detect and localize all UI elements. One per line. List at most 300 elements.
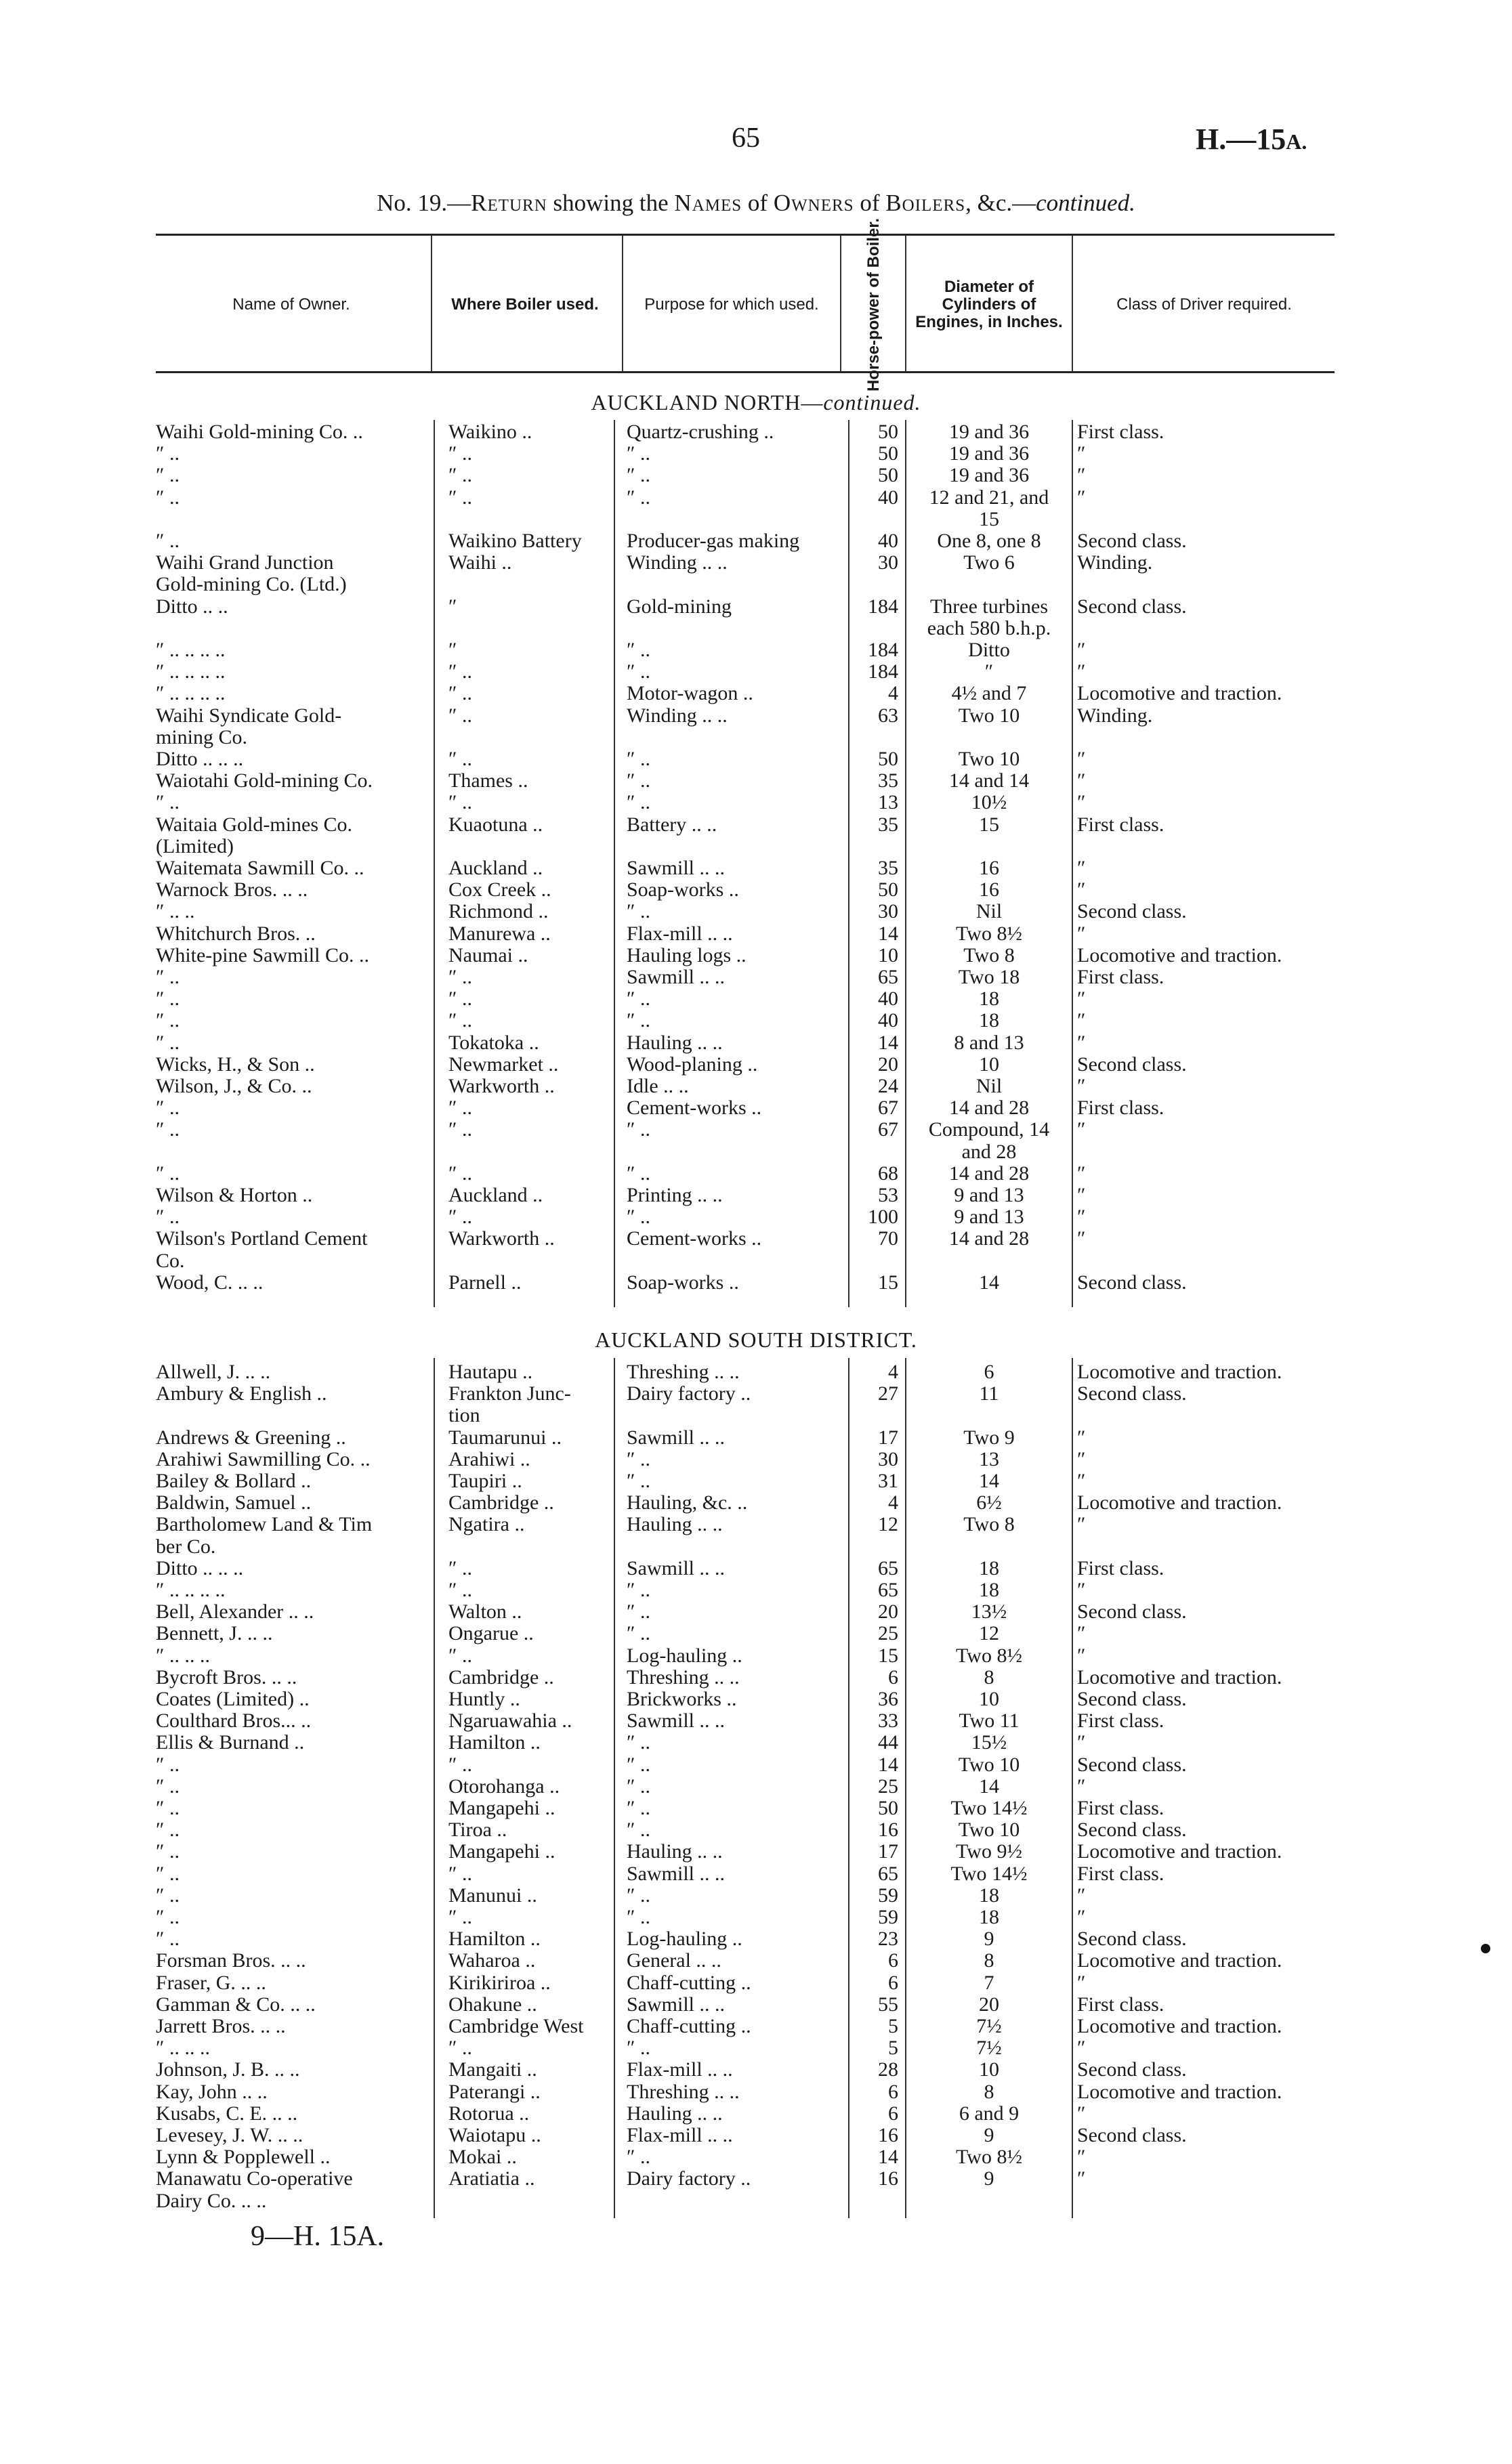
cell-horse-power: 67 [878, 1097, 898, 1119]
cell-driver-class: ″ [1077, 769, 1086, 792]
cell-purpose: Dairy factory .. [627, 1382, 751, 1405]
cell-horse-power: 4 [888, 1491, 898, 1514]
cell-owner-name: Gamman & Co. .. .. [156, 1993, 316, 2016]
cell-horse-power: 68 [878, 1162, 898, 1185]
cell-owner-name: ″ .. [156, 1906, 180, 1928]
cell-where-used: Ngaruawahia .. [448, 1709, 572, 1732]
cell-horse-power: 4 [888, 682, 898, 704]
cell-horse-power: 12 [878, 1513, 898, 1535]
cell-where-used: Cambridge West [448, 2015, 584, 2037]
cell-cylinder-diameter: Nil [975, 900, 1003, 922]
cell-purpose: Log-hauling .. [627, 1644, 742, 1667]
cell-horse-power: 50 [878, 1797, 898, 1819]
document-reference [1196, 122, 1307, 156]
cell-owner-name: ″ .. [156, 1797, 180, 1819]
cell-purpose: ″ .. [627, 1906, 650, 1928]
cell-cylinder-diameter: Two 10 [958, 1819, 1020, 1841]
cell-owner-name: ″ .. [156, 1097, 180, 1119]
cell-cylinder-diameter: 15 [979, 813, 999, 836]
cell-owner-name: ″ .. [156, 966, 180, 988]
cell-owner-name: Forsman Bros. .. .. [156, 1949, 306, 1972]
doc-ref-suffix: A. [1286, 129, 1307, 154]
cell-owner-name: ″ .. [156, 464, 180, 486]
cell-horse-power: 40 [878, 1009, 898, 1032]
cell-cylinder-diameter: 9 [984, 1928, 994, 1950]
cell-cylinder-diameter: Two 10 [958, 704, 1020, 727]
cell-cylinder-diameter: 4½ and 7 [951, 682, 1027, 704]
cell-purpose: Sawmill .. .. [627, 1557, 726, 1579]
cell-horse-power: 50 [878, 464, 898, 486]
cell-driver-class: ″ [1077, 1906, 1086, 1928]
cell-owner-name: ″ .. .. .. [156, 2037, 210, 2059]
cell-driver-class: ″ [1077, 1162, 1086, 1185]
cell-horse-power: 53 [878, 1184, 898, 1206]
cell-cylinder-diameter: ″ [984, 660, 994, 683]
cell-driver-class: ″ [1077, 2167, 1086, 2190]
table-row [156, 1885, 1335, 1907]
cell-where-used: ″ .. [448, 464, 472, 486]
cell-horse-power: 31 [878, 1470, 898, 1492]
cell-purpose: ″ .. [627, 1470, 650, 1492]
cell-horse-power: 14 [878, 2146, 898, 2168]
cell-purpose: Sawmill .. .. [627, 1426, 726, 1449]
cell-horse-power: 67 [878, 1118, 898, 1141]
cell-owner-name: Waiotahi Gold-mining Co. [156, 769, 373, 792]
table-row [156, 1250, 1335, 1272]
cell-purpose: ″ .. [627, 1118, 650, 1141]
cell-where-used: ″ .. [448, 1118, 472, 1141]
cell-where-used: ″ .. [448, 1906, 472, 1928]
cell-owner-name: ″ .. .. .. .. [156, 682, 226, 704]
table-row [156, 1185, 1335, 1206]
cell-cylinder-diameter: 7½ [976, 2037, 1002, 2059]
cell-cylinder-diameter: Two 9½ [956, 1840, 1022, 1863]
cell-where-used: ″ .. [448, 987, 472, 1010]
cell-driver-class: Second class. [1077, 1053, 1187, 1076]
cell-horse-power: 25 [878, 1775, 898, 1798]
cell-horse-power: 6 [888, 2102, 898, 2125]
table-row [156, 2016, 1335, 2037]
cell-owner-name: Gold-mining Co. (Ltd.) [156, 573, 347, 595]
cell-cylinder-diameter: 9 [984, 2124, 994, 2146]
cell-purpose: Sawmill .. .. [627, 857, 726, 879]
table-row [156, 2125, 1335, 2146]
cell-driver-class: Locomotive and traction. [1077, 944, 1282, 967]
table-row [156, 1228, 1335, 1250]
cell-driver-class: ″ [1077, 1513, 1086, 1535]
cell-purpose: ″ .. [627, 1731, 650, 1754]
cell-owner-name: Warnock Bros. .. .. [156, 878, 308, 901]
cell-where-used: Naumai .. [448, 944, 528, 967]
cell-driver-class: ″ [1077, 1448, 1086, 1470]
cell-horse-power: 50 [878, 748, 898, 770]
cell-horse-power: 184 [868, 639, 898, 661]
cell-cylinder-diameter: 6½ [976, 1491, 1002, 1514]
cell-where-used: Waikino .. [448, 421, 532, 443]
cell-purpose: Hauling .. .. [627, 2102, 723, 2125]
cell-where-used: Richmond .. [448, 900, 549, 922]
cell-where-used: ″ .. [448, 748, 472, 770]
cell-owner-name: Levesey, J. W. .. .. [156, 2124, 303, 2146]
cell-cylinder-diameter: 8 and 13 [954, 1032, 1024, 1054]
cell-owner-name: Arahiwi Sawmilling Co. .. [156, 1448, 371, 1470]
table-row [156, 1776, 1335, 1798]
cell-owner-name: Wood, C. .. .. [156, 1271, 264, 1294]
cell-driver-class: ″ [1077, 660, 1086, 683]
cell-owner-name: Kusabs, C. E. .. .. [156, 2102, 298, 2125]
cell-purpose: Log-hauling .. [627, 1928, 742, 1950]
cell-cylinder-diameter: Two 14½ [950, 1797, 1028, 1819]
cell-purpose: ″ .. [627, 1797, 650, 1819]
cell-horse-power: 6 [888, 1949, 898, 1972]
cell-where-used: Taumarunui .. [448, 1426, 562, 1449]
cell-purpose: Gold-mining [627, 595, 732, 618]
table-row [156, 1819, 1335, 1841]
cell-cylinder-diameter: Two 8 [963, 1513, 1015, 1535]
header-horse-power [843, 217, 904, 392]
table-row [156, 1754, 1335, 1776]
cell-cylinder-diameter: Two 18 [958, 966, 1020, 988]
cell-horse-power: 14 [878, 922, 898, 945]
cell-cylinder-diameter: 11 [979, 1382, 999, 1405]
cell-cylinder-diameter: 18 [979, 1579, 999, 1601]
cell-where-used: ″ .. [448, 682, 472, 704]
cell-driver-class: ″ [1077, 791, 1086, 813]
table-row [156, 1405, 1335, 1426]
table-row [156, 1601, 1335, 1623]
cell-driver-class: ″ [1077, 1426, 1086, 1449]
cell-where-used: Kirikiriroa .. [448, 1972, 551, 1994]
table-row [156, 1097, 1335, 1119]
cell-cylinder-diameter: 18 [979, 1009, 999, 1032]
cell-horse-power: 15 [878, 1644, 898, 1667]
cell-cylinder-diameter: 12 [979, 1622, 999, 1644]
title-owners: Owners [773, 190, 854, 216]
cell-owner-name: Dairy Co. .. .. [156, 2190, 267, 2212]
cell-cylinder-diameter: 18 [979, 1557, 999, 1579]
cell-horse-power: 15 [878, 1271, 898, 1294]
cell-owner-name: ″ .. [156, 1840, 180, 1863]
cell-driver-class: Locomotive and traction. [1077, 1666, 1282, 1688]
cell-where-used: ″ .. [448, 2037, 472, 2059]
cell-horse-power: 6 [888, 2081, 898, 2103]
cell-owner-name: ″ .. [156, 442, 180, 465]
cell-purpose: ″ .. [627, 1206, 650, 1228]
cell-cylinder-diameter: 14 [979, 1271, 999, 1294]
table-row [156, 1732, 1335, 1754]
cell-horse-power: 40 [878, 987, 898, 1010]
table-row [156, 1032, 1335, 1054]
table-row [156, 748, 1335, 770]
cell-cylinder-diameter: Compound, 14 [928, 1118, 1050, 1141]
cell-purpose: ″ .. [627, 2037, 650, 2059]
table-row [156, 1798, 1335, 1819]
cell-owner-name: Whitchurch Bros. .. [156, 922, 316, 945]
cell-where-used: Frankton Junc- [448, 1382, 571, 1405]
cell-driver-class: ″ [1077, 2037, 1086, 2059]
cell-horse-power: 65 [878, 1863, 898, 1885]
cell-where-used: Mangapehi .. [448, 1840, 555, 1863]
cell-cylinder-diameter: 16 [979, 878, 999, 901]
cell-horse-power: 5 [888, 2037, 898, 2059]
cell-driver-class: Second class. [1077, 1382, 1187, 1405]
cell-where-used: Mangaiti .. [448, 2058, 537, 2081]
cell-purpose: Printing .. .. [627, 1184, 723, 1206]
table-row [156, 2059, 1335, 2081]
cell-horse-power: 30 [878, 900, 898, 922]
table-row [156, 1383, 1335, 1405]
cell-where-used: ″ .. [448, 1644, 472, 1667]
cell-driver-class: ″ [1077, 1731, 1086, 1754]
cell-owner-name: Ellis & Burnand .. [156, 1731, 305, 1754]
cell-owner-name: Ditto .. .. .. [156, 1557, 244, 1579]
cell-cylinder-diameter: each 580 b.h.p. [927, 617, 1051, 639]
cell-horse-power: 27 [878, 1382, 898, 1405]
cell-where-used: Waihi .. [448, 551, 512, 574]
cell-driver-class: ″ [1077, 857, 1086, 879]
cell-purpose: ″ .. [627, 1819, 650, 1841]
cell-driver-class: ″ [1077, 1075, 1086, 1097]
cell-where-used: ″ .. [448, 1097, 472, 1119]
table-row [156, 1449, 1335, 1470]
cell-owner-name: Ditto .. .. [156, 595, 228, 618]
cell-purpose: ″ .. [627, 639, 650, 661]
cell-owner-name: Bennett, J. .. .. [156, 1622, 273, 1644]
cell-cylinder-diameter: Nil [975, 1075, 1003, 1097]
cell-horse-power: 25 [878, 1622, 898, 1644]
doc-ref-main: H.—15 [1196, 123, 1286, 156]
cell-where-used: ″ .. [448, 1206, 472, 1228]
cell-cylinder-diameter: 14 [979, 1470, 999, 1492]
cell-horse-power: 14 [878, 1032, 898, 1054]
cell-cylinder-diameter: 12 and 21, and [929, 486, 1049, 509]
cell-purpose: Hauling .. .. [627, 1513, 723, 1535]
cell-purpose: ″ .. [627, 464, 650, 486]
cell-purpose: Soap-works .. [627, 1271, 739, 1294]
cell-cylinder-diameter: 9 and 13 [954, 1206, 1024, 1228]
cell-owner-name: ″ .. [156, 987, 180, 1010]
cell-driver-class: First class. [1077, 1097, 1164, 1119]
cell-purpose: Threshing .. .. [627, 2081, 740, 2103]
cell-purpose: ″ .. [627, 486, 650, 509]
cell-owner-name: Bell, Alexander .. .. [156, 1600, 314, 1623]
cell-where-used: Mokai .. [448, 2146, 517, 2168]
cell-cylinder-diameter: 16 [979, 857, 999, 879]
title-continued: continued. [1036, 190, 1135, 216]
cell-driver-class: ″ [1077, 1009, 1086, 1032]
cell-where-used: Mangapehi .. [448, 1797, 555, 1819]
cell-purpose: Flax-mill .. .. [627, 2058, 733, 2081]
cell-horse-power: 30 [878, 551, 898, 574]
cell-where-used: Auckland .. [448, 857, 543, 879]
cell-horse-power: 55 [878, 1993, 898, 2016]
table-row [156, 618, 1335, 639]
cell-owner-name: ″ .. [156, 791, 180, 813]
cell-purpose: ″ .. [627, 442, 650, 465]
table-row [156, 1645, 1335, 1667]
cell-driver-class: Locomotive and traction. [1077, 1949, 1282, 1972]
cell-horse-power: 30 [878, 1448, 898, 1470]
cell-owner-name: Coulthard Bros... .. [156, 1709, 312, 1732]
cell-owner-name: ″ .. .. .. .. [156, 639, 226, 661]
table-row [156, 857, 1335, 879]
cell-horse-power: 70 [878, 1227, 898, 1250]
cell-where-used: ″ .. [448, 1009, 472, 1032]
cell-driver-class: Locomotive and traction. [1077, 1491, 1282, 1514]
cell-purpose: Winding .. .. [627, 704, 728, 727]
cell-driver-class: ″ [1077, 878, 1086, 901]
table-row [156, 814, 1335, 836]
cell-purpose: Sawmill .. .. [627, 1709, 726, 1732]
cell-purpose: ″ .. [627, 987, 650, 1010]
cell-horse-power: 17 [878, 1426, 898, 1449]
cell-driver-class: Second class. [1077, 1928, 1187, 1950]
cell-owner-name: Wilson & Horton .. [156, 1184, 313, 1206]
cell-where-used: Waikino Battery [448, 530, 582, 552]
table-row [156, 1928, 1335, 1950]
cell-driver-class: ″ [1077, 1118, 1086, 1141]
table-row [156, 487, 1335, 509]
cell-cylinder-diameter: 10 [979, 1053, 999, 1076]
cell-owner-name: Bartholomew Land & Tim [156, 1513, 373, 1535]
cell-owner-name: Fraser, G. .. .. [156, 1972, 266, 1994]
table-row [156, 421, 1335, 443]
table-row [156, 1841, 1335, 1863]
cell-purpose: Hauling .. .. [627, 1032, 723, 1054]
cell-horse-power: 65 [878, 1579, 898, 1601]
cell-purpose: Flax-mill .. .. [627, 922, 733, 945]
cell-horse-power: 35 [878, 857, 898, 879]
cell-cylinder-diameter: 14 and 28 [948, 1097, 1030, 1119]
cell-horse-power: 65 [878, 966, 898, 988]
cell-purpose: ″ .. [627, 1754, 650, 1776]
cell-horse-power: 10 [878, 944, 898, 967]
cell-cylinder-diameter: Two 8½ [956, 922, 1022, 945]
cell-driver-class: ″ [1077, 1884, 1086, 1907]
table-row [156, 443, 1335, 465]
cell-horse-power: 20 [878, 1600, 898, 1623]
cell-purpose: Producer-gas making [627, 530, 800, 552]
cell-where-used: Manurewa .. [448, 922, 551, 945]
cell-owner-name: Wicks, H., & Son .. [156, 1053, 315, 1076]
cell-purpose: Idle .. .. [627, 1075, 689, 1097]
cell-driver-class: Second class. [1077, 1754, 1187, 1776]
cell-owner-name: ″ .. [156, 1884, 180, 1907]
cell-cylinder-diameter: 19 and 36 [948, 464, 1030, 486]
table-row [156, 923, 1335, 945]
cell-purpose: ″ .. [627, 660, 650, 683]
cell-owner-name: ″ .. [156, 1206, 180, 1228]
cell-driver-class: Winding. [1077, 704, 1153, 727]
cell-driver-class: Second class. [1077, 2058, 1187, 2081]
cell-horse-power: 50 [878, 442, 898, 465]
cell-where-used: Arahiwi .. [448, 1448, 530, 1470]
cell-horse-power: 14 [878, 1754, 898, 1776]
table-row [156, 1119, 1335, 1141]
cell-where-used: Cambridge .. [448, 1491, 554, 1514]
table-row [156, 465, 1335, 486]
cell-purpose: ″ .. [627, 2146, 650, 2168]
cell-where-used: ″ [448, 639, 457, 661]
dot-mark [1481, 1944, 1490, 1953]
cell-purpose: Sawmill .. .. [627, 1993, 726, 2016]
cell-purpose: Flax-mill .. .. [627, 2124, 733, 2146]
cell-cylinder-diameter: 13 [979, 1448, 999, 1470]
table-row [156, 1667, 1335, 1688]
cell-where-used: Otorohanga .. [448, 1775, 560, 1798]
cell-horse-power: 24 [878, 1075, 898, 1097]
page-footer: 9—H. 15A. [251, 2221, 385, 2252]
cell-driver-class: ″ [1077, 2102, 1086, 2125]
cell-driver-class: ″ [1077, 1972, 1086, 1994]
cell-owner-name: Co. [156, 1250, 185, 1272]
cell-horse-power: 40 [878, 530, 898, 552]
cell-purpose: Quartz-crushing .. [627, 421, 774, 443]
table-row [156, 1470, 1335, 1492]
table-row [156, 1272, 1335, 1294]
title-prefix: No. 19.— [377, 190, 471, 216]
table-title [0, 190, 1512, 217]
cell-driver-class: ″ [1077, 1579, 1086, 1601]
header-purpose: Purpose for which used. [644, 295, 819, 314]
table-row [156, 552, 1335, 574]
cell-driver-class: ″ [1077, 2146, 1086, 2168]
title-etc: , &c.— [965, 190, 1036, 216]
table-row [156, 1579, 1335, 1601]
table-row [156, 1972, 1335, 1994]
table-row [156, 1688, 1335, 1710]
cell-owner-name: Lynn & Popplewell .. [156, 2146, 331, 2168]
cell-purpose: Chaff-cutting .. [627, 1972, 751, 1994]
cell-driver-class: Second class. [1077, 2124, 1187, 2146]
cell-where-used: Kuaotuna .. [448, 813, 543, 836]
cell-cylinder-diameter: 18 [979, 987, 999, 1010]
table-row [156, 2103, 1335, 2125]
cell-driver-class: ″ [1077, 639, 1086, 661]
cell-where-used: Hamilton .. [448, 1731, 541, 1754]
cell-where-used: Tiroa .. [448, 1819, 507, 1841]
cell-owner-name: ″ .. [156, 1032, 180, 1054]
title-names: Names [674, 190, 742, 216]
cell-cylinder-diameter: 6 and 9 [959, 2102, 1020, 2125]
cell-horse-power: 33 [878, 1709, 898, 1732]
cell-where-used: Manunui .. [448, 1884, 537, 1907]
cell-where-used: ″ .. [448, 660, 472, 683]
cell-cylinder-diameter: Two 10 [958, 748, 1020, 770]
cell-owner-name: Andrews & Greening .. [156, 1426, 346, 1449]
cell-cylinder-diameter: 10½ [971, 791, 1007, 813]
cell-cylinder-diameter: Two 14½ [950, 1863, 1028, 1885]
cell-owner-name: ber Co. [156, 1535, 216, 1558]
cell-cylinder-diameter: Ditto [968, 639, 1010, 661]
cell-owner-name: mining Co. [156, 726, 248, 748]
table-row [156, 1558, 1335, 1579]
cell-purpose: ″ .. [627, 1448, 650, 1470]
cell-horse-power: 5 [888, 2015, 898, 2037]
cell-driver-class: Second class. [1077, 1819, 1187, 1841]
cell-driver-class: Winding. [1077, 551, 1153, 574]
table-row [156, 509, 1335, 530]
cell-where-used: Newmarket .. [448, 1053, 559, 1076]
table-row [156, 879, 1335, 901]
cell-horse-power: 28 [878, 2058, 898, 2081]
cell-where-used: Hautapu .. [448, 1361, 533, 1383]
cell-purpose: Wood-planing .. [627, 1053, 758, 1076]
cell-where-used: Warkworth .. [448, 1075, 555, 1097]
header-diameter: Diameter of Cylinders of Engines, in Inches. [915, 278, 1063, 331]
table-row [156, 836, 1335, 857]
cell-owner-name: Baldwin, Samuel .. [156, 1491, 312, 1514]
